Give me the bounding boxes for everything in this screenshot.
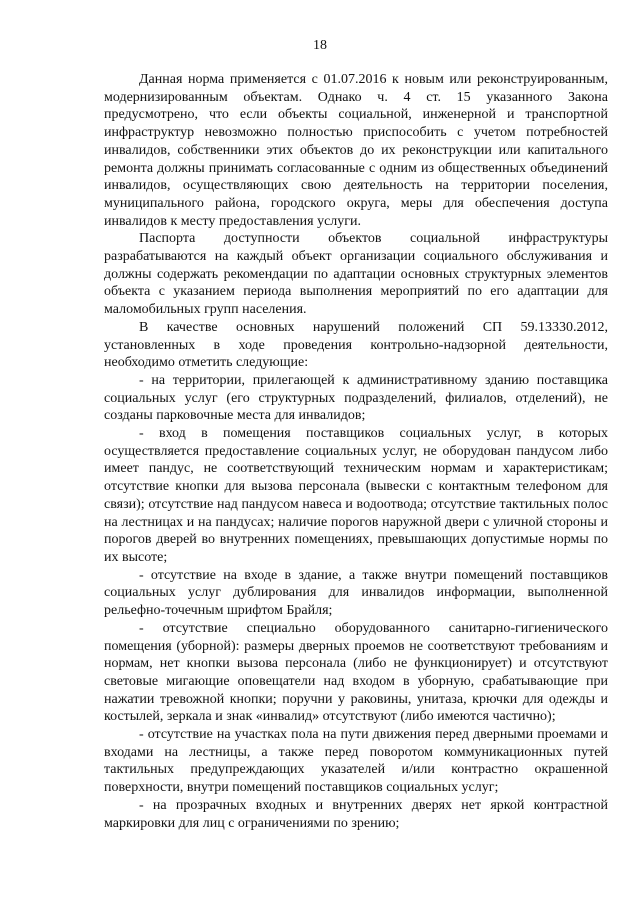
list-item-door-marking: - на прозрачных входных и внутренних дверях нет яркой контрастной маркировки для лиц с ограничениями по зрению; <box>104 797 608 831</box>
list-item-braille: - отсутствие на входе в здание, а также внутри помещений поставщиков социальных услуг дублирования для инвалидов информации, выполненной рельефно-точечным шрифтом Брайля; <box>104 567 608 619</box>
list-item-tactile-indicators: - отсутствие на участках пола на пути движения перед дверными проемами и входами на лестницы, а также перед поворотом коммуникационных путей тактильных предупреждающих указателей и/или контрастно окрашенной поверхности, внутри помещений поставщиков социальных услуг; <box>104 727 608 796</box>
paragraph-accessibility-passports: Паспорта доступности объектов социальной инфраструктуры разрабатываются на каждый объект организации социального обслуживания и должны содержать рекомендации по адаптации основных структурных элементов объекта с указанием периода выполнения мероприятий по его адаптации для маломобильных групп населения. <box>104 231 608 318</box>
list-item-entrance-ramp: - вход в помещения поставщиков социальных услуг, в которых осуществляется предоставление социальных услуг, не оборудован пандусом либо имеет пандус, не соответствующий техническим нормам и характеристикам; отсутствие кнопки для вызова персонала (вывески с контактным телефоном для связи); отсутствие над пандусом навеса и водоотвода; отсутствие тактильных полос на лестницах и на пандусах; наличие порогов наружной двери с уличной стороны и порогов дверей во внутренних помещениях, превышающих допустимые нормы по их высоте; <box>104 426 608 565</box>
paragraph-norm-application: Данная норма применяется с 01.07.2016 к новым или реконструированным, модернизированным объектам. Однако ч. 4 ст. 15 указанного Закона предусмотрено, что если объекты социальной, инженерной и транспортной инфраструктур невозможно полностью приспособить с учетом потребностей инвалидов, собственники этих объектов до их реконструкции или капитального ремонта должны принимать согласованные с одним из общественных объединений инвалидов, осуществляющих свою деятельность на территории поселения, муниципального района, городского округа, меры для обеспечения доступа инвалидов к месту предоставления услуги. <box>104 72 608 229</box>
paragraph-violations-intro: В качестве основных нарушений положений СП 59.13330.2012, установленных в ходе проведения контрольно-надзорной деятельности, необходимо отметить следующие: <box>104 319 608 371</box>
list-item-parking: - на территории, прилегающей к административному зданию поставщика социальных услуг (его структурных подразделений, филиалов, отделений), не созданы парковочные места для инвалидов; <box>104 372 608 424</box>
document-body <box>104 71 608 832</box>
list-item-restroom: - отсутствие специально оборудованного санитарно-гигиенического помещения (уборной): размеры дверных проемов не соответствуют требованиям и нормам, нет кнопки вызова персонала (либо не функционирует) и отсутствуют световые мигающие оповещатели над входом в уборную, срабатывающие при нажатии тревожной кнопки; поручни у раковины, унитаза, крючки для одежды и костылей, зеркала и знак «инвалид» отсутствуют (либо имеются частично); <box>104 620 608 725</box>
page-number: 18 <box>313 38 327 53</box>
